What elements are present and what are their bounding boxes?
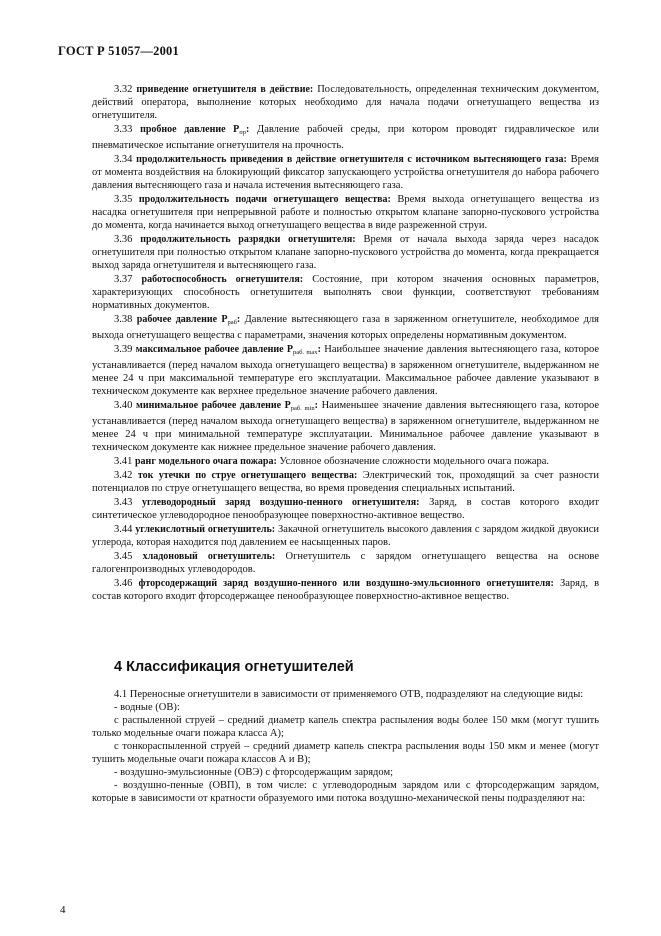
term-entry: 3.33 пробное давление $P_{пр}$: Давление рабочей среды, при котором проводят гидравлическое или пневматическое испытание огнетушителя на прочность. — [92, 124, 599, 151]
term-entry: 3.35 продолжительность подачи огнетушащего вещества: Время выхода огнетушащего вещества из насадка огнетушителя при непрерывной работе и полностью открытом клапане запорно-пускового устройства до момента, когда начинается выход огнетушащего вещества в виде разреженной струи. — [92, 194, 600, 231]
list-item: - водные (ОВ): — [114, 702, 180, 713]
section-body — [92, 688, 599, 805]
term-entry: 3.39 максимальное рабочее давление $P_{раб. max}$: Наибольшее значение давления вытесняющего газа, которое устанавливается (перед началом выхода огнетушащего вещества) в заряженном огнетушителе, выдержанном не менее 24 ч при максимальной температуре его эксплуатации. Максимальное рабочее давление указывают в техническом документе как верхнее предельное значение рабочего давления. — [92, 344, 599, 397]
list-item: - воздушно-пенные (ОВП), в том числе: с углеводородным зарядом или с фторсодержащим зарядом, которые в зависимости от кратности образуемого ими потока воздушно-механической пены подразделяют на: — [92, 780, 599, 804]
term-entry: 3.43 углеводородный заряд воздушно-пенного огнетушителя: Заряд, в состав которого входит синтетическое углеводородное пенообразующее поверхностно-активное вещество. — [92, 497, 599, 521]
term-entry: 3.36 продолжительность разрядки огнетушителя: Время от начала выхода заряда через насадок огнетушителя при полностью открытом клапане запорно-пускового устройства до момента, когда прекращается выход заряда огнетушителя и вытесняющего газа. — [92, 234, 600, 271]
term-entry: 3.45 хладоновый огнетушитель: Огнетушитель с зарядом огнетушащего вещества на основе галогенпроизводных углеводородов. — [92, 551, 599, 575]
term-entry: 3.37 работоспособность огнетушителя: Состояние, при котором значения основных параметров, характеризующих способность огнетушителя выполнять свои функции, соответствуют требованиям нормативных документов. — [92, 274, 599, 311]
document-header: ГОСТ Р 51057—2001 — [58, 44, 179, 58]
list-item: с распыленной струей – средний диаметр капель спектра распыления воды более 150 мкм (могут тушить только модельные очаги пожара класса А); — [92, 715, 599, 739]
term-entry: 3.44 углекислотный огнетушитель: Закачной огнетушитель высокого давления с зарядом жидкой двуокиси углерода, которая находится под давлением ее насыщенных паров. — [92, 524, 600, 548]
paragraph: 4.1 Переносные огнетушители в зависимости от применяемого ОТВ, подразделяют на следующие виды: — [114, 689, 584, 700]
term-entry: 3.46 фторсодержащий заряд воздушно-пенного или воздушно-эмульсионного огнетушителя: Заряд, в состав которого входит фторсодержащее пенообразующее поверхностно-активное вещество. — [92, 578, 600, 602]
term-entry: 3.34 продолжительность приведения в действие огнетушителя с источником вытесняющего газа: Время от момента воздействия на блокирующий фиксатор запускающего устройства огнетушителя до набора рабочего давления вытесняющего газа и начала истечения вытесняющего газа. — [92, 154, 599, 191]
terms-list — [92, 83, 599, 604]
page-number: 4 — [60, 904, 66, 916]
term-entry: 3.42 ток утечки по струе огнетушащего вещества: Электрический ток, проходящий за счет разности потенциалов по струе огнетушащего вещества, во время проведения специальных испытаний. — [92, 470, 600, 494]
section-title: 4 Классификация огнетушителей — [114, 659, 354, 675]
term-entry: 3.38 рабочее давление $P_{раб}$: Давление вытесняющего газа в заряженном огнетушителе, необходимое для выхода огнетушащего вещества с параметрами, значения которых определены нормативным документом. — [92, 314, 599, 341]
term-entry: 3.41 ранг модельного очага пожара: Условное обозначение сложности модельного очага пожара. — [114, 456, 550, 467]
list-item: с тонкораспыленной струей – средний диаметр капель спектра распыления воды 150 мкм и менее (могут тушить модельные очаги пожара классов А и В); — [92, 741, 599, 765]
term-entry: 3.32 приведение огнетушителя в действие: Последовательность, определенная техническим документом, действий оператора, выполнение которых необходимо для начала подачи огнетушащего вещества из огнетушителя. — [92, 84, 600, 121]
list-item: - воздушно-эмульсионные (ОВЭ) с фторсодержащим зарядом; — [114, 767, 394, 778]
term-entry: 3.40 минимальное рабочее давление $P_{раб. min}$: Наименьшее значение давления вытесняющего газа, которое устанавливается (перед началом выхода огнетушащего вещества) в заряженном огнетушителе, выдержанном не менее 24 ч при минимальной температуре эксплуатации. Минимальное рабочее давление указывают в техническом документе как нижнее предельное значение рабочего давления. — [92, 400, 599, 453]
